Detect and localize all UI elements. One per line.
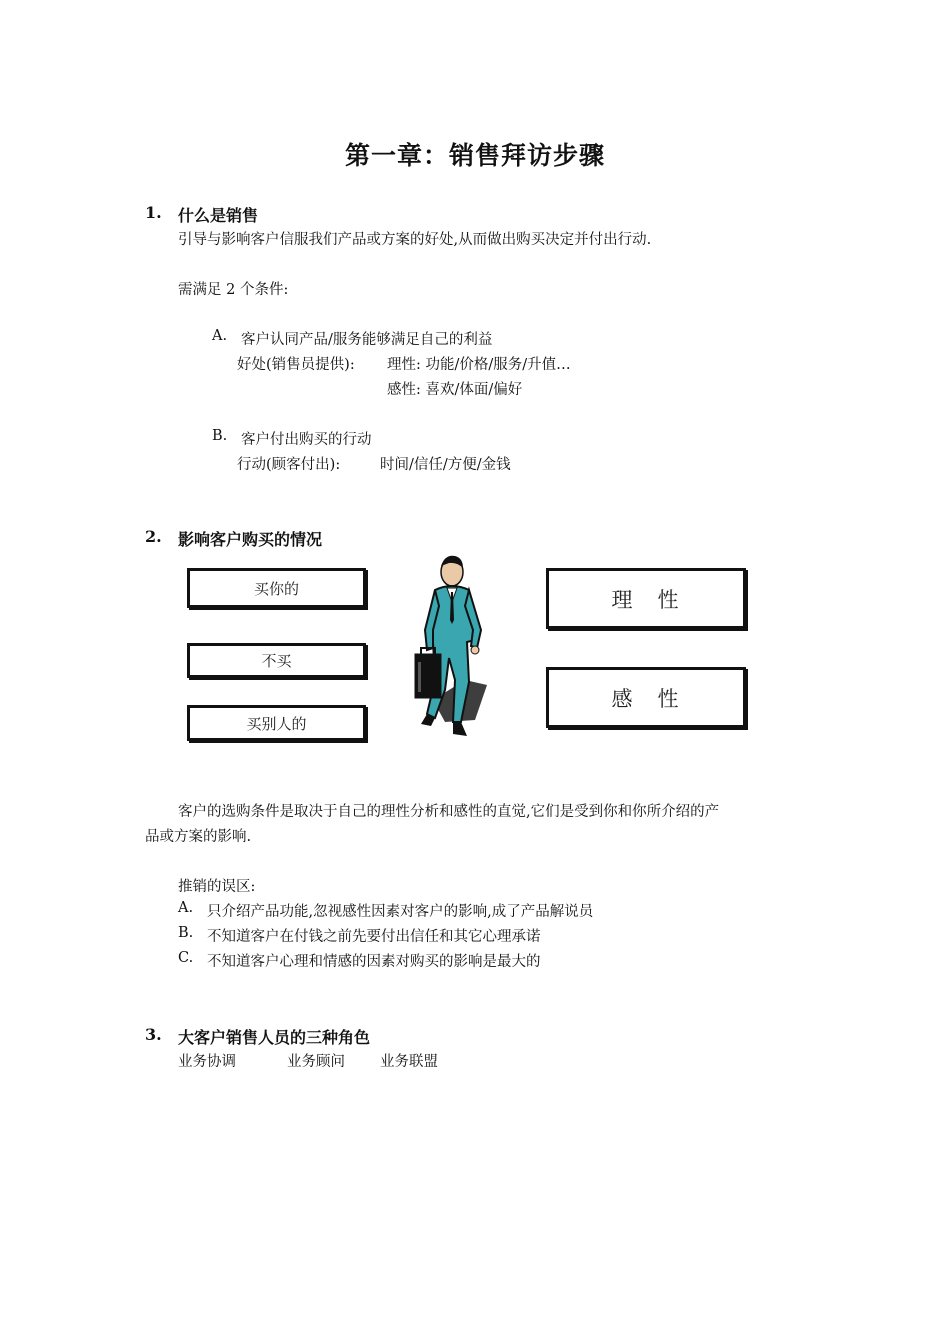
paragraph-line-1: 客户的选购条件是取决于自己的理性分析和感性的直觉,它们是受到你和你所介绍的产 — [178, 804, 720, 820]
conditions-intro: 需满足 2 个条件: — [178, 282, 289, 298]
misconception-a-text: 只介绍产品功能,忽视感性因素对客户的影响,成了产品解说员 — [207, 904, 594, 920]
section-3-heading: 大客户销售人员的三种角色 — [178, 1028, 371, 1047]
role-consultant: 业务顾问 — [287, 1054, 345, 1070]
section-2-number: 2. — [145, 527, 162, 546]
role-alliance: 业务联盟 — [380, 1054, 438, 1070]
misconception-b-text: 不知道客户在付钱之前先要付出信任和其它心理承诺 — [207, 929, 541, 945]
section-1-heading: 什么是销售 — [178, 206, 259, 225]
misconception-c-label: C. — [178, 950, 194, 966]
condition-b-text: 客户付出购买的行动 — [241, 432, 372, 448]
condition-a-label: A. — [212, 328, 228, 344]
condition-b-label: B. — [212, 428, 228, 444]
misconception-b-label: B. — [178, 925, 194, 941]
businessman-illustration — [405, 550, 505, 746]
paragraph-line-2: 品或方案的影响. — [145, 829, 252, 845]
section-1-number: 1. — [145, 203, 162, 222]
action-label: 行动(顾客付出): — [237, 457, 341, 473]
box-buy-others: 买别人的 — [187, 705, 366, 741]
benefit-label: 好处(销售员提供): — [237, 357, 355, 373]
page-title: 第一章：销售拜访步骤 — [344, 141, 605, 170]
misconception-c-text: 不知道客户心理和情感的因素对购买的影响是最大的 — [207, 954, 541, 970]
box-rational: 理 性 — [546, 568, 746, 629]
action-items: 时间/信任/方便/金钱 — [380, 457, 511, 473]
sales-definition: 引导与影响客户信服我们产品或方案的好处,从而做出购买决定并付出行动. — [178, 232, 652, 248]
condition-a-text: 客户认同产品/服务能够满足自己的利益 — [241, 332, 493, 348]
benefit-rational: 理性: 功能/价格/服务/升值… — [387, 357, 571, 373]
misconception-a-label: A. — [178, 900, 194, 916]
box-emotional: 感 性 — [546, 667, 746, 728]
section-3-number: 3. — [145, 1025, 162, 1044]
role-coordinator: 业务协调 — [178, 1054, 236, 1070]
box-buy-yours: 买你的 — [187, 568, 366, 608]
misconceptions-intro: 推销的误区: — [178, 879, 256, 895]
section-2-heading: 影响客户购买的情况 — [178, 530, 323, 549]
box-no-buy: 不买 — [187, 643, 366, 678]
benefit-emotional: 感性: 喜欢/体面/偏好 — [387, 382, 523, 398]
